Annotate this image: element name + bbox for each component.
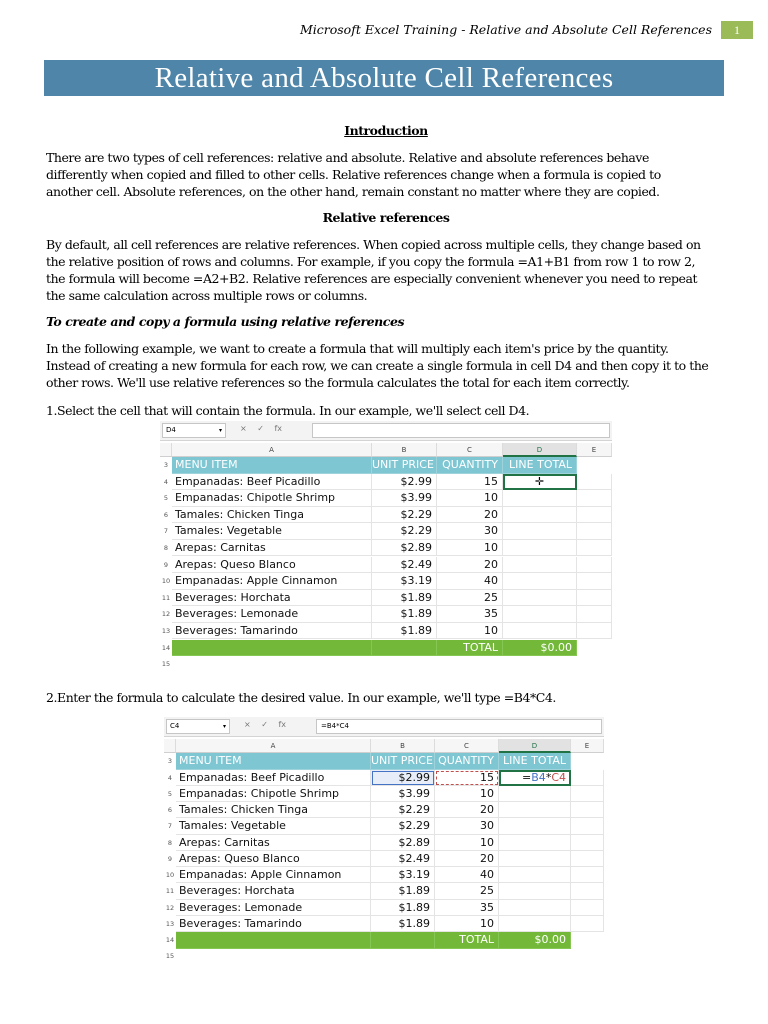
cell-quantity[interactable]: 35 bbox=[437, 606, 503, 623]
example-paragraph bbox=[46, 340, 726, 391]
header-menu-item[interactable]: MENU ITEM bbox=[172, 457, 372, 474]
formula-part: B4 bbox=[531, 770, 546, 784]
row-number[interactable]: 12 bbox=[165, 903, 175, 912]
table-row bbox=[160, 573, 612, 590]
cell-quantity[interactable]: 40 bbox=[435, 867, 499, 883]
cell-unit-price[interactable]: $1.89 bbox=[372, 623, 437, 640]
cell-line-total[interactable] bbox=[503, 623, 577, 640]
chevron-down-icon[interactable]: ▾ bbox=[222, 723, 226, 730]
cell-quantity[interactable]: 10 bbox=[437, 490, 503, 507]
cell-menu-item[interactable]: Arepas: Carnitas bbox=[176, 835, 371, 851]
cell-unit-price[interactable]: $1.89 bbox=[372, 606, 437, 623]
row-number[interactable]: 6 bbox=[167, 806, 173, 814]
name-box-value: C4 bbox=[170, 722, 180, 730]
relative-line: By default, all cell references are relative references. When copied across multiple cells, they change based on bbox=[46, 237, 701, 252]
cell-unit-price[interactable]: $2.89 bbox=[372, 540, 437, 557]
row-number[interactable]: 9 bbox=[163, 560, 169, 569]
cell-menu-item[interactable]: Tamales: Chicken Tinga bbox=[172, 507, 372, 524]
cell-quantity[interactable]: 20 bbox=[437, 507, 503, 524]
table-row bbox=[160, 623, 612, 640]
relative-paragraph bbox=[46, 236, 726, 304]
step-2-text: 2.Enter the formula to calculate the desired value. In our example, we'll type =B4*C4. bbox=[46, 690, 556, 705]
cell-unit-price[interactable]: $1.89 bbox=[372, 590, 437, 607]
intro-line: There are two types of cell references: relative and absolute. Relative and absolute references behave bbox=[46, 150, 649, 165]
column-header-e[interactable]: E bbox=[577, 443, 612, 457]
cell-e[interactable] bbox=[577, 573, 612, 590]
cell-line-total[interactable] bbox=[499, 900, 571, 916]
cell-quantity[interactable]: 25 bbox=[435, 883, 499, 899]
total-label[interactable]: TOTAL bbox=[435, 932, 499, 949]
cell-e[interactable] bbox=[571, 851, 604, 867]
cell-line-total[interactable] bbox=[499, 883, 571, 899]
row-number[interactable]: 5 bbox=[163, 494, 169, 503]
name-box[interactable] bbox=[166, 719, 230, 734]
cell-line-total[interactable] bbox=[503, 590, 577, 607]
cell-quantity[interactable]: 30 bbox=[437, 523, 503, 540]
cell-menu-item[interactable]: Beverages: Lemonade bbox=[172, 606, 372, 623]
row-number[interactable]: 12 bbox=[161, 610, 171, 619]
document-title: Relative and Absolute Cell References bbox=[44, 60, 724, 96]
header-line-total[interactable]: LINE TOTAL bbox=[503, 457, 577, 474]
row-number[interactable]: 13 bbox=[165, 919, 175, 928]
cell-line-total[interactable] bbox=[499, 818, 571, 834]
formula-input[interactable] bbox=[312, 423, 610, 438]
cell-unit-price[interactable]: $1.89 bbox=[371, 883, 435, 899]
row-number[interactable]: 10 bbox=[161, 577, 171, 586]
table-row bbox=[164, 867, 604, 883]
cell-line-total[interactable] bbox=[503, 540, 577, 557]
cell-quantity[interactable]: 40 bbox=[437, 573, 503, 590]
cell-line-total[interactable] bbox=[499, 786, 571, 802]
cell-menu-item[interactable]: Empanadas: Chipotle Shrimp bbox=[172, 490, 372, 507]
row-number[interactable]: 10 bbox=[165, 871, 175, 879]
header-quantity[interactable]: QUANTITY bbox=[435, 753, 499, 770]
cell-unit-price[interactable]: $3.99 bbox=[371, 786, 435, 802]
formula-bar bbox=[164, 717, 604, 737]
running-header-title: Microsoft Excel Training - Relative and Absolute Cell References bbox=[299, 22, 712, 37]
cell-quantity[interactable]: 10 bbox=[435, 835, 499, 851]
table-header-row bbox=[160, 457, 612, 474]
cell-e[interactable] bbox=[571, 900, 604, 916]
cell-unit-price[interactable]: $2.29 bbox=[372, 523, 437, 540]
total-row bbox=[160, 640, 612, 657]
table-row bbox=[164, 802, 604, 818]
formula-input[interactable]: =B4*C4 bbox=[316, 719, 602, 734]
row-number[interactable]: 8 bbox=[163, 543, 169, 552]
table-row bbox=[160, 507, 612, 524]
cell-line-total[interactable] bbox=[503, 523, 577, 540]
name-box[interactable] bbox=[162, 423, 226, 438]
cell-line-total[interactable] bbox=[503, 507, 577, 524]
cell-quantity[interactable]: 15 bbox=[437, 474, 503, 491]
cell-unit-price[interactable]: $2.99 bbox=[372, 474, 437, 491]
cell-menu-item[interactable]: Tamales: Vegetable bbox=[172, 523, 372, 540]
cell-menu-item[interactable]: Beverages: Tamarindo bbox=[176, 916, 371, 932]
table-row bbox=[160, 590, 612, 607]
cell-e[interactable] bbox=[577, 606, 612, 623]
row-number[interactable]: 13 bbox=[161, 626, 171, 635]
cell-e[interactable] bbox=[571, 802, 604, 818]
header-unit-price[interactable]: UNIT PRICE bbox=[371, 753, 435, 770]
cell-menu-item[interactable]: Tamales: Vegetable bbox=[176, 818, 371, 834]
cell-unit-price[interactable]: $2.89 bbox=[371, 835, 435, 851]
empty-row bbox=[160, 656, 612, 673]
cell-unit-price[interactable]: $1.89 bbox=[371, 916, 435, 932]
cell-e[interactable] bbox=[571, 818, 604, 834]
cell-line-total[interactable] bbox=[503, 474, 577, 491]
cell-menu-item[interactable]: Arepas: Queso Blanco bbox=[176, 851, 371, 867]
cell-line-total[interactable] bbox=[499, 851, 571, 867]
name-box-value: D4 bbox=[166, 426, 176, 434]
row-number[interactable]: 4 bbox=[163, 477, 169, 486]
formula-bar-icons: × ✓ fx bbox=[240, 424, 283, 433]
table-row bbox=[164, 851, 604, 867]
header-unit-price[interactable]: UNIT PRICE bbox=[372, 457, 437, 474]
total-row bbox=[164, 932, 604, 949]
cell-menu-item[interactable]: Empanadas: Chipotle Shrimp bbox=[176, 786, 371, 802]
formula-part: C4 bbox=[551, 770, 566, 784]
row-number[interactable]: 6 bbox=[163, 510, 169, 519]
cell-e[interactable] bbox=[577, 540, 612, 557]
cell-menu-item[interactable]: Empanadas: Beef Picadillo bbox=[172, 474, 372, 491]
cell-e[interactable] bbox=[577, 490, 612, 507]
total-label[interactable]: TOTAL bbox=[437, 640, 503, 657]
intro-paragraph bbox=[46, 149, 726, 200]
cell-unit-price[interactable]: $3.99 bbox=[372, 490, 437, 507]
row-number[interactable]: 8 bbox=[167, 838, 173, 847]
table-header-row bbox=[164, 753, 604, 770]
header-line-total[interactable]: LINE TOTAL bbox=[499, 753, 571, 770]
cell-e[interactable] bbox=[571, 835, 604, 851]
column-header-d[interactable]: D bbox=[499, 739, 571, 753]
chevron-down-icon[interactable]: ▾ bbox=[218, 427, 222, 434]
cell-quantity[interactable]: 10 bbox=[437, 623, 503, 640]
cell-line-total[interactable] bbox=[499, 802, 571, 818]
cell-quantity[interactable]: 15 bbox=[435, 770, 499, 786]
row-number[interactable]: 9 bbox=[167, 854, 173, 863]
cell-unit-price[interactable]: $2.99 bbox=[371, 770, 435, 786]
running-header bbox=[0, 21, 768, 41]
cell-menu-item[interactable]: Beverages: Lemonade bbox=[176, 900, 371, 916]
formula-bar-icons: × ✓ fx bbox=[244, 720, 287, 729]
table-row bbox=[164, 835, 604, 851]
cell-line-total[interactable] bbox=[499, 770, 571, 786]
cell-e[interactable] bbox=[577, 474, 612, 491]
cell-unit-price[interactable]: $2.49 bbox=[372, 557, 437, 574]
cell-unit-price[interactable]: $3.19 bbox=[372, 573, 437, 590]
table-row bbox=[164, 900, 604, 916]
cell-e[interactable] bbox=[571, 883, 604, 899]
cell-e[interactable] bbox=[577, 623, 612, 640]
table-row bbox=[164, 916, 604, 932]
cell-menu-item[interactable]: Beverages: Horchata bbox=[176, 883, 371, 899]
column-header-a[interactable]: A bbox=[172, 443, 372, 457]
cell-menu-item[interactable]: Empanadas: Beef Picadillo bbox=[176, 770, 371, 786]
cell-quantity[interactable]: 35 bbox=[435, 900, 499, 916]
cell-menu-item[interactable]: Empanadas: Apple Cinnamon bbox=[176, 867, 371, 883]
total-cell-b[interactable] bbox=[372, 640, 437, 657]
cell-e[interactable] bbox=[571, 916, 604, 932]
create-formula-heading: To create and copy a formula using relative references bbox=[46, 314, 405, 329]
row-number[interactable]: 15 bbox=[165, 952, 175, 960]
cell-line-total[interactable] bbox=[499, 916, 571, 932]
total-value[interactable]: $0.00 bbox=[499, 932, 571, 949]
row-number[interactable]: 5 bbox=[167, 789, 173, 798]
row-number[interactable]: 7 bbox=[163, 527, 169, 536]
cell-unit-price[interactable]: $2.29 bbox=[372, 507, 437, 524]
formula-part: = bbox=[522, 770, 532, 784]
table-row bbox=[164, 786, 604, 802]
empty-row bbox=[164, 948, 604, 965]
cell-quantity[interactable]: 25 bbox=[437, 590, 503, 607]
step-1-text: 1.Select the cell that will contain the formula. In our example, we'll select cell D4. bbox=[46, 403, 530, 418]
cell-unit-price[interactable]: $3.19 bbox=[371, 867, 435, 883]
cell-line-total[interactable] bbox=[503, 490, 577, 507]
intro-line: differently when copied and filled to other cells. Relative references change when a formula is copied to bbox=[46, 167, 661, 182]
excel-screenshot-1 bbox=[160, 421, 612, 671]
intro-line: another cell. Absolute references, on the other hand, remain constant no matter where they are copied. bbox=[46, 184, 660, 199]
header-menu-item[interactable]: MENU ITEM bbox=[176, 753, 371, 770]
row-number[interactable]: 7 bbox=[167, 822, 173, 831]
total-cell-a[interactable] bbox=[176, 932, 371, 949]
cell-e[interactable] bbox=[577, 523, 612, 540]
relative-heading: Relative references bbox=[322, 210, 450, 225]
cell-menu-item[interactable]: Arepas: Queso Blanco bbox=[172, 557, 372, 574]
table-row bbox=[160, 523, 612, 540]
corner-cell[interactable] bbox=[164, 739, 176, 753]
column-header-a[interactable]: A bbox=[176, 739, 371, 753]
cell-quantity[interactable]: 20 bbox=[435, 851, 499, 867]
column-header-b[interactable]: B bbox=[372, 443, 437, 457]
cell-menu-item[interactable]: Beverages: Tamarindo bbox=[172, 623, 372, 640]
cell-e[interactable] bbox=[577, 507, 612, 524]
cell-quantity[interactable]: 30 bbox=[435, 818, 499, 834]
cell-line-total[interactable] bbox=[499, 867, 571, 883]
cell-e[interactable] bbox=[571, 770, 604, 786]
table-row bbox=[164, 818, 604, 834]
cell-quantity[interactable]: 20 bbox=[437, 557, 503, 574]
row-number[interactable]: 11 bbox=[161, 593, 171, 602]
column-header-b[interactable]: B bbox=[371, 739, 435, 753]
total-cell-b[interactable] bbox=[371, 932, 435, 949]
cell-line-total[interactable] bbox=[503, 606, 577, 623]
cell-menu-item[interactable]: Beverages: Horchata bbox=[172, 590, 372, 607]
row-number[interactable]: 3 bbox=[163, 461, 169, 469]
header-quantity[interactable]: QUANTITY bbox=[437, 457, 503, 474]
table-row bbox=[160, 557, 612, 574]
cell-unit-price[interactable]: $2.29 bbox=[371, 802, 435, 818]
cell-menu-item[interactable]: Empanadas: Apple Cinnamon bbox=[172, 573, 372, 590]
row-number[interactable]: 15 bbox=[161, 660, 171, 668]
table-row bbox=[164, 770, 604, 786]
relative-line: the formula will become =A2+B2. Relative references are especially convenient whenever you need to repeat bbox=[46, 271, 698, 286]
formula-part: * bbox=[545, 770, 552, 784]
cell-line-total[interactable] bbox=[499, 835, 571, 851]
total-value[interactable]: $0.00 bbox=[503, 640, 577, 657]
row-number[interactable]: 14 bbox=[164, 932, 176, 949]
formula-bar bbox=[160, 421, 612, 441]
row-number[interactable]: 3 bbox=[167, 757, 173, 765]
intro-heading: Introduction bbox=[344, 123, 428, 138]
column-header-e[interactable]: E bbox=[571, 739, 604, 753]
cell-unit-price[interactable]: $2.29 bbox=[371, 818, 435, 834]
relative-line: the same calculation across multiple rows or columns. bbox=[46, 288, 368, 303]
corner-cell[interactable] bbox=[160, 443, 172, 457]
table-row bbox=[160, 474, 612, 491]
example-line: Instead of creating a new formula for each row, we can create a single formula in cell D4 and then copy it to the bbox=[46, 358, 709, 373]
table-row bbox=[160, 490, 612, 507]
row-number[interactable]: 4 bbox=[167, 773, 173, 782]
example-line: other rows. We'll use relative references so the formula calculates the total for each item correctly. bbox=[46, 375, 630, 390]
column-header-d[interactable]: D bbox=[503, 443, 577, 457]
page-number-badge: 1 bbox=[721, 21, 753, 39]
cell-quantity[interactable]: 10 bbox=[435, 786, 499, 802]
total-cell-a[interactable] bbox=[172, 640, 372, 657]
relative-line: the relative position of rows and columns. For example, if you copy the formula =A1+B1 from row 1 to row 2, bbox=[46, 254, 696, 269]
cell-unit-price[interactable]: $1.89 bbox=[371, 900, 435, 916]
cell-e[interactable] bbox=[571, 867, 604, 883]
column-header-c[interactable]: C bbox=[437, 443, 503, 457]
cell-quantity[interactable]: 10 bbox=[435, 916, 499, 932]
cell-e[interactable] bbox=[571, 786, 604, 802]
cell-line-total[interactable] bbox=[503, 557, 577, 574]
table-row bbox=[160, 540, 612, 557]
table-row bbox=[160, 606, 612, 623]
cell-menu-item[interactable]: Arepas: Carnitas bbox=[172, 540, 372, 557]
excel-screenshot-2 bbox=[164, 717, 604, 965]
row-number[interactable]: 11 bbox=[165, 887, 175, 896]
cell-cursor-icon: ✛ bbox=[534, 474, 545, 488]
cell-e[interactable] bbox=[577, 590, 612, 607]
cell-e[interactable] bbox=[577, 557, 612, 574]
row-number[interactable]: 14 bbox=[160, 640, 172, 657]
example-line: In the following example, we want to create a formula that will multiply each item's price by the quantity. bbox=[46, 341, 669, 356]
table-row bbox=[164, 883, 604, 899]
cell-menu-item[interactable]: Tamales: Chicken Tinga bbox=[176, 802, 371, 818]
cell-quantity[interactable]: 20 bbox=[435, 802, 499, 818]
column-header-c[interactable]: C bbox=[435, 739, 499, 753]
cell-line-total[interactable] bbox=[503, 573, 577, 590]
cell-quantity[interactable]: 10 bbox=[437, 540, 503, 557]
cell-unit-price[interactable]: $2.49 bbox=[371, 851, 435, 867]
